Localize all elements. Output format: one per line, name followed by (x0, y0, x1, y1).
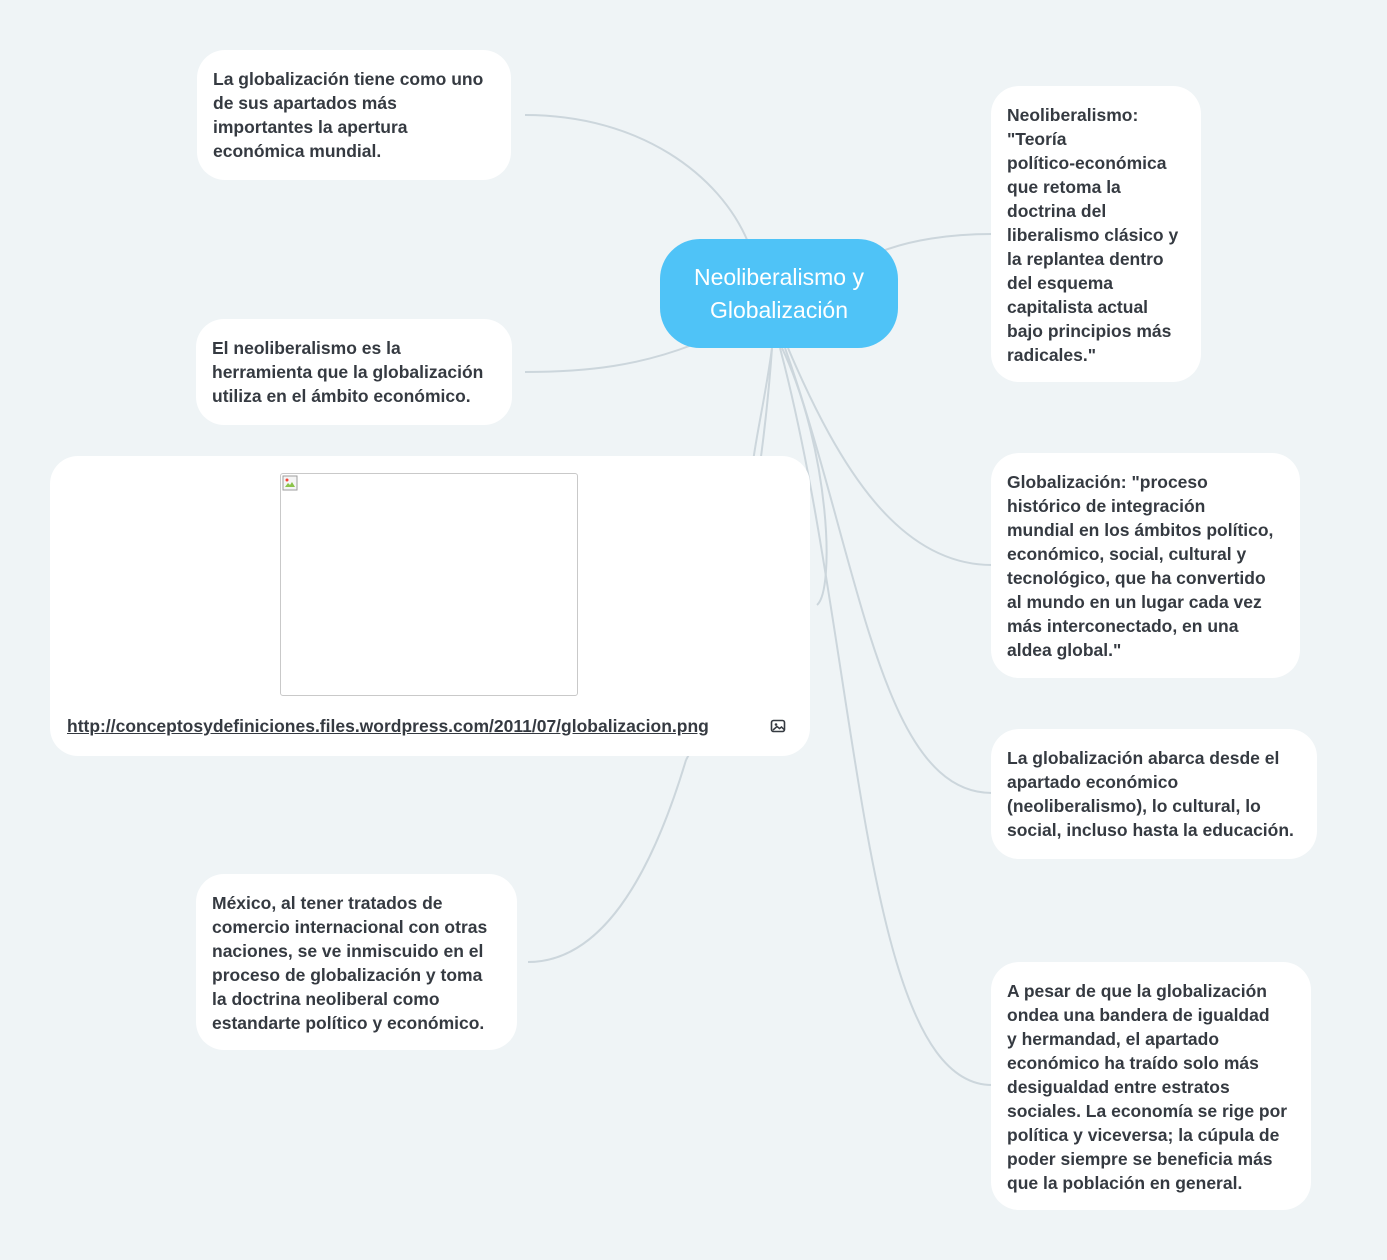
topic-node[interactable] (991, 453, 1300, 678)
topic-node-text: La globalización tiene como uno de sus apartados más importantes la apertura económica mundial. (213, 69, 484, 161)
image-icon[interactable] (770, 718, 786, 734)
connector-right-1 (880, 234, 992, 252)
topic-node[interactable] (196, 319, 512, 425)
topic-node[interactable] (991, 729, 1317, 859)
topic-node[interactable] (197, 50, 511, 180)
topic-image (280, 473, 578, 696)
topic-node[interactable] (991, 86, 1201, 382)
image-topic-node[interactable] (50, 456, 810, 756)
central-topic[interactable] (660, 239, 898, 348)
topic-node-text: A pesar de que la globalización ondea una bandera de igualdad y hermandad, el apartado económico ha traído solo más desigualdad entre estratos sociales. La economía se rige por política y viceversa; la cúpula de poder siempre se beneficia más que la población en general. (1007, 981, 1288, 1193)
topic-node[interactable] (196, 874, 517, 1050)
connector-left-2 (525, 345, 692, 372)
topic-node[interactable] (991, 962, 1311, 1210)
connector-right-4 (780, 348, 992, 1085)
topic-node-text: México, al tener tratados de comercio internacional con otras naciones, se ve inmiscuido en el proceso de globalización y toma la doctrina neoliberal como estandarte político y económico. (212, 893, 488, 1033)
connector-right-3 (785, 348, 992, 793)
central-topic-title: Neoliberalismo y Globalización (693, 263, 864, 323)
connector-left-1 (525, 115, 748, 242)
image-source-link[interactable]: http://conceptosydefiniciones.files.wordpress.com/2011/07/globalizacion.png (67, 716, 709, 736)
broken-image-icon (282, 475, 298, 491)
topic-node-text: Globalización: "proceso histórico de integración mundial en los ámbitos político, económico, social, cultural y tecnológico, que ha convertido al mundo en un lugar cada vez más interconectado, en una aldea global." (1007, 472, 1274, 660)
topic-node-text: La globalización abarca desde el apartado económico (neoliberalismo), lo cultural, lo social, incluso hasta la educación. (1007, 748, 1294, 840)
topic-node-text: Neoliberalismo: "Teoría político-económica que retoma la doctrina del liberalismo clásico y la replantea dentro del esquema capitalista actual bajo principios más radicales." (1007, 105, 1179, 365)
topic-node-text: El neoliberalismo es la herramienta que la globalización utiliza en el ámbito económico. (212, 338, 484, 406)
